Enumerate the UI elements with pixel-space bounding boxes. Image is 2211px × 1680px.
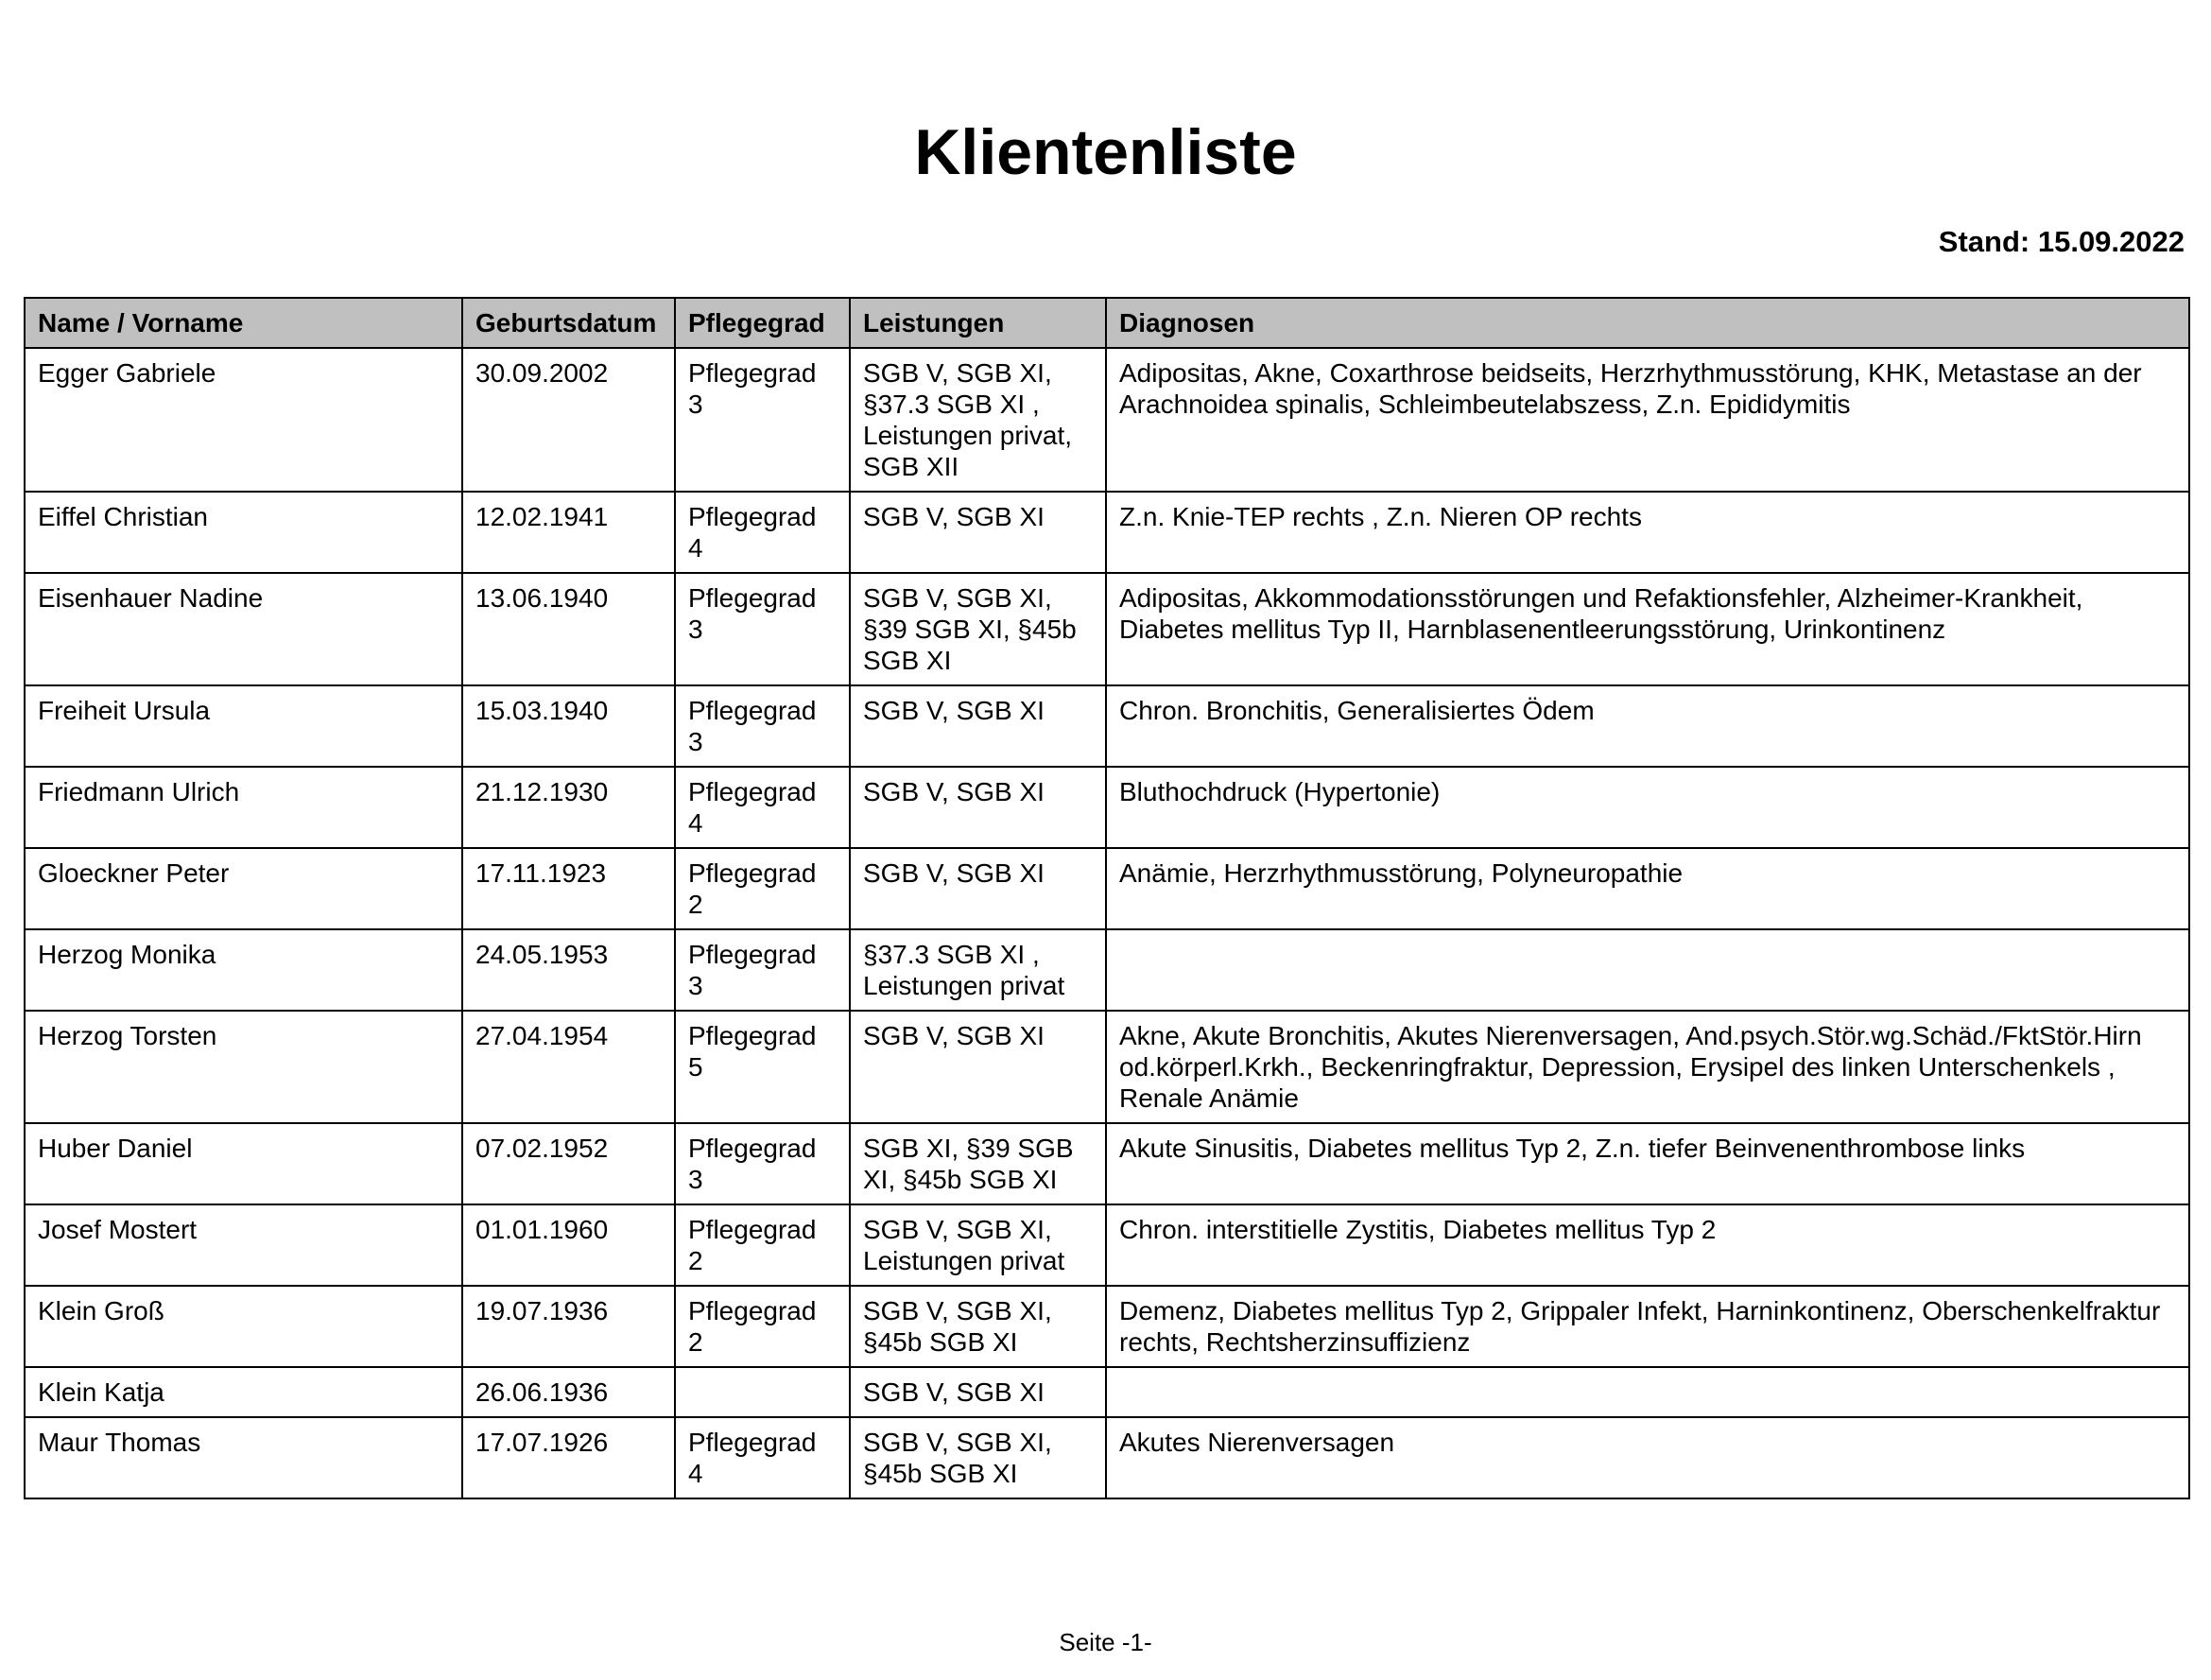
page-number: Seite -1-	[1059, 1628, 1152, 1656]
table-row	[25, 1286, 2189, 1367]
cell-name: Egger Gabriele	[25, 348, 462, 492]
cell-geburtsdatum: 24.05.1953	[462, 929, 675, 1011]
cell-diagnosen: Akute Sinusitis, Diabetes mellitus Typ 2, Z.n. tiefer Beinvenenthrombose links	[1106, 1123, 2189, 1204]
cell-geburtsdatum: 13.06.1940	[462, 573, 675, 685]
cell-name: Friedmann Ulrich	[25, 767, 462, 848]
cell-leistungen: SGB XI, §39 SGB XI, §45b SGB XI	[850, 1123, 1106, 1204]
cell-name: Freiheit Ursula	[25, 685, 462, 767]
cell-leistungen: SGB V, SGB XI, Leistungen privat	[850, 1204, 1106, 1286]
cell-pflegegrad: Pflegegrad 3	[675, 573, 850, 685]
cell-leistungen: SGB V, SGB XI	[850, 1367, 1106, 1417]
cell-diagnosen: Adipositas, Akne, Coxarthrose beidseits, Herzrhythmusstörung, KHK, Metastase an der Arachnoidea spinalis, Schleimbeutelabszess, Z.n. Epididymitis	[1106, 348, 2189, 492]
cell-leistungen: SGB V, SGB XI	[850, 767, 1106, 848]
cell-leistungen: SGB V, SGB XI, §45b SGB XI	[850, 1417, 1106, 1498]
cell-pflegegrad: Pflegegrad 4	[675, 492, 850, 573]
cell-leistungen: SGB V, SGB XI, §37.3 SGB XI , Leistungen privat, SGB XII	[850, 348, 1106, 492]
cell-diagnosen	[1106, 929, 2189, 1011]
cell-diagnosen: Demenz, Diabetes mellitus Typ 2, Grippaler Infekt, Harninkontinenz, Oberschenkelfraktur rechts, Rechtsherzinsuffizienz	[1106, 1286, 2189, 1367]
cell-geburtsdatum: 07.02.1952	[462, 1123, 675, 1204]
table-row	[25, 848, 2189, 929]
column-header-diagnosen: Diagnosen	[1106, 298, 2189, 348]
table-header	[25, 298, 2189, 348]
cell-leistungen: SGB V, SGB XI	[850, 492, 1106, 573]
cell-name: Maur Thomas	[25, 1417, 462, 1498]
cell-diagnosen: Anämie, Herzrhythmusstörung, Polyneuropathie	[1106, 848, 2189, 929]
cell-geburtsdatum: 27.04.1954	[462, 1011, 675, 1123]
cell-name: Gloeckner Peter	[25, 848, 462, 929]
cell-pflegegrad	[675, 1367, 850, 1417]
cell-diagnosen: Akutes Nierenversagen	[1106, 1417, 2189, 1498]
cell-name: Herzog Torsten	[25, 1011, 462, 1123]
cell-pflegegrad: Pflegegrad 2	[675, 1204, 850, 1286]
page-title: Klientenliste	[914, 116, 1297, 188]
table-row	[25, 1011, 2189, 1123]
document-page	[0, 117, 2211, 1680]
table-row	[25, 348, 2189, 492]
table-body	[25, 348, 2189, 1498]
column-header-geburtsdatum: Geburtsdatum	[462, 298, 675, 348]
cell-geburtsdatum: 19.07.1936	[462, 1286, 675, 1367]
cell-pflegegrad: Pflegegrad 3	[675, 929, 850, 1011]
cell-geburtsdatum: 17.07.1926	[462, 1417, 675, 1498]
cell-leistungen: SGB V, SGB XI	[850, 1011, 1106, 1123]
table-row	[25, 1123, 2189, 1204]
cell-pflegegrad: Pflegegrad 4	[675, 767, 850, 848]
cell-pflegegrad: Pflegegrad 3	[675, 1123, 850, 1204]
cell-geburtsdatum: 12.02.1941	[462, 492, 675, 573]
cell-pflegegrad: Pflegegrad 4	[675, 1417, 850, 1498]
cell-name: Eiffel Christian	[25, 492, 462, 573]
cell-name: Klein Katja	[25, 1367, 462, 1417]
cell-geburtsdatum: 01.01.1960	[462, 1204, 675, 1286]
table-header-row	[25, 298, 2189, 348]
cell-geburtsdatum: 17.11.1923	[462, 848, 675, 929]
cell-name: Josef Mostert	[25, 1204, 462, 1286]
cell-geburtsdatum: 21.12.1930	[462, 767, 675, 848]
cell-leistungen: SGB V, SGB XI, §45b SGB XI	[850, 1286, 1106, 1367]
table-row	[25, 1367, 2189, 1417]
cell-pflegegrad: Pflegegrad 2	[675, 848, 850, 929]
table-row	[25, 492, 2189, 573]
cell-pflegegrad: Pflegegrad 3	[675, 685, 850, 767]
column-header-pflegegrad: Pflegegrad	[675, 298, 850, 348]
cell-diagnosen: Bluthochdruck (Hypertonie)	[1106, 767, 2189, 848]
cell-name: Huber Daniel	[25, 1123, 462, 1204]
cell-diagnosen: Adipositas, Akkommodationsstörungen und Refaktionsfehler, Alzheimer-Krankheit, Diabetes mellitus Typ II, Harnblasenentleerungsstörung, Urinkontinenz	[1106, 573, 2189, 685]
table-row	[25, 767, 2189, 848]
cell-leistungen: SGB V, SGB XI, §39 SGB XI, §45b SGB XI	[850, 573, 1106, 685]
table-row	[25, 929, 2189, 1011]
column-header-leistungen: Leistungen	[850, 298, 1106, 348]
cell-name: Herzog Monika	[25, 929, 462, 1011]
table-row	[25, 573, 2189, 685]
cell-pflegegrad: Pflegegrad 2	[675, 1286, 850, 1367]
cell-leistungen: SGB V, SGB XI	[850, 685, 1106, 767]
table-row	[25, 685, 2189, 767]
cell-geburtsdatum: 26.06.1936	[462, 1367, 675, 1417]
cell-geburtsdatum: 15.03.1940	[462, 685, 675, 767]
cell-diagnosen: Z.n. Knie-TEP rechts , Z.n. Nieren OP rechts	[1106, 492, 2189, 573]
cell-diagnosen	[1106, 1367, 2189, 1417]
cell-diagnosen: Chron. interstitielle Zystitis, Diabetes mellitus Typ 2	[1106, 1204, 2189, 1286]
cell-diagnosen: Chron. Bronchitis, Generalisiertes Ödem	[1106, 685, 2189, 767]
cell-leistungen: §37.3 SGB XI , Leistungen privat	[850, 929, 1106, 1011]
cell-pflegegrad: Pflegegrad 5	[675, 1011, 850, 1123]
cell-pflegegrad: Pflegegrad 3	[675, 348, 850, 492]
cell-geburtsdatum: 30.09.2002	[462, 348, 675, 492]
column-header-name: Name / Vorname	[25, 298, 462, 348]
status-date-line: Stand: 15.09.2022	[1938, 224, 2185, 258]
cell-name: Eisenhauer Nadine	[25, 573, 462, 685]
table-row	[25, 1204, 2189, 1286]
cell-diagnosen: Akne, Akute Bronchitis, Akutes Nierenversagen, And.psych.Stör.wg.Schäd./FktStör.Hirn od.körperl.Krkh., Beckenringfraktur, Depression, Erysipel des linken Unterschenkels , Renale Anämie	[1106, 1011, 2189, 1123]
cell-leistungen: SGB V, SGB XI	[850, 848, 1106, 929]
cell-name: Klein Groß	[25, 1286, 462, 1367]
table-row	[25, 1417, 2189, 1498]
client-table	[24, 297, 2190, 1499]
